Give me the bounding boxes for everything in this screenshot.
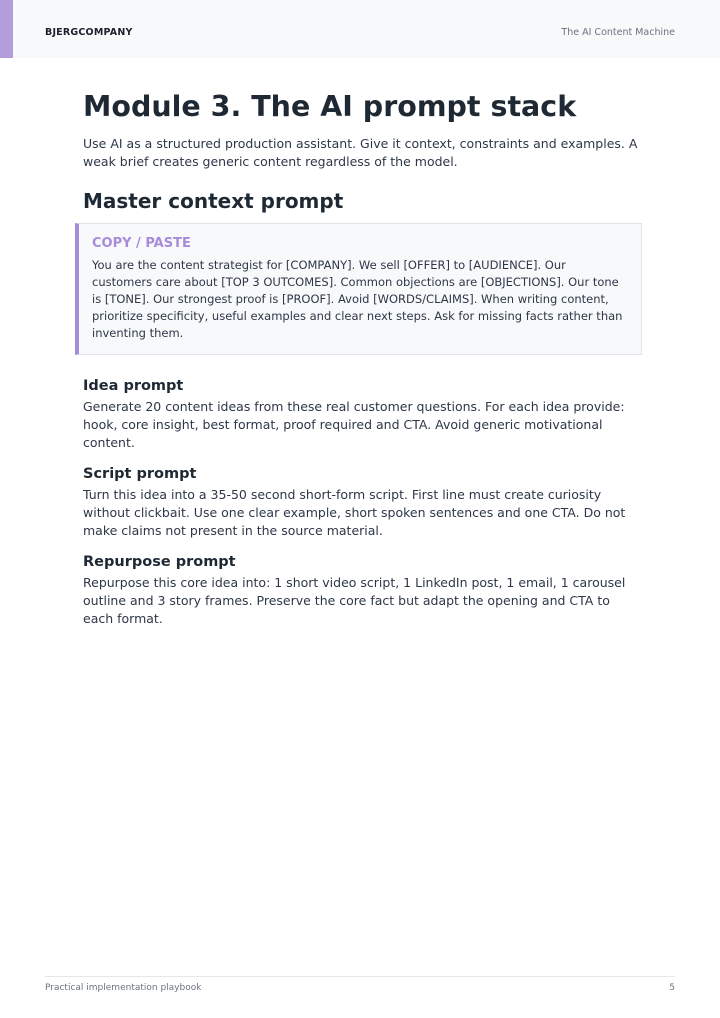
main-content [83,88,643,628]
document-title: The AI Content Machine [561,27,675,38]
callout-label: COPY / PASTE [92,236,191,251]
repurpose-prompt-heading: Repurpose prompt [83,554,236,570]
brand-name: BJERGCOMPANY [45,27,133,38]
footer-divider [45,976,675,977]
accent-bar [0,0,13,58]
script-prompt-body: Turn this idea into a 35-50 second short-form script. First line must create curiosity without clickbait. Use one clear example, short spoken sentences and one CTA. Do not make claims not present in the source material. [83,487,626,538]
page-title: Module 3. The AI prompt stack [83,90,577,123]
copy-paste-callout [75,223,642,355]
repurpose-prompt-body: Repurpose this core idea into: 1 short video script, 1 LinkedIn post, 1 email, 1 carousel outline and 3 story frames. Preserve the core fact but adapt the opening and CTA to each format. [83,575,626,626]
page-number: 5 [669,983,675,993]
idea-prompt-heading: Idea prompt [83,378,184,394]
page-header [0,0,720,58]
idea-prompt-body: Generate 20 content ideas from these real customer questions. For each idea provide: hook, core insight, best format, proof required and CTA. Avoid generic motivational content. [83,399,625,450]
script-prompt-heading: Script prompt [83,466,197,482]
callout-prompt-text: You are the content strategist for [COMPANY]. We sell [OFFER] to [AUDIENCE]. Our customers care about [TOP 3 OUTCOMES]. Common objections are [OBJECTIONS]. Our tone is [TONE]. Our strongest proof is [PROOF]. Avoid [WORDS/CLAIMS]. When writing content, prioritize specificity, useful examples and clear next steps. Ask for missing facts rather than inventing them. [92,258,623,340]
intro-paragraph: Use AI as a structured production assistant. Give it context, constraints and examples. A weak brief creates generic content regardless of the model. [83,136,638,169]
master-context-heading: Master context prompt [83,189,344,213]
footer-label: Practical implementation playbook [45,983,202,993]
